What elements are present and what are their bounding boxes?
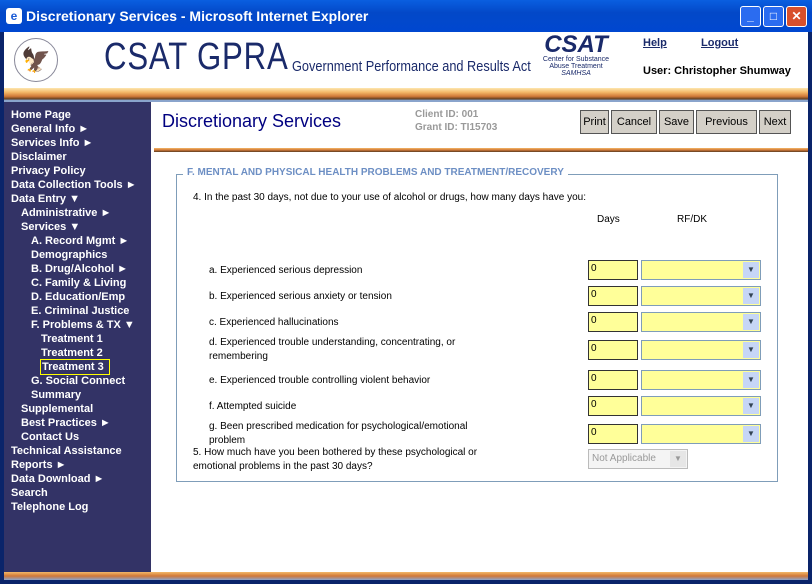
sidebar-item[interactable]: E. Criminal Justice <box>31 305 130 317</box>
sidebar-item[interactable]: Home Page <box>11 109 71 121</box>
sidebar-item[interactable]: Administrative ► <box>21 207 112 219</box>
question-item-label: b. Experienced serious anxiety or tension <box>209 291 392 302</box>
sidebar-item[interactable]: Privacy Policy <box>11 165 86 177</box>
maximize-button[interactable]: □ <box>763 6 784 27</box>
rfdk-select[interactable] <box>641 312 761 332</box>
rfdk-header: RF/DK <box>677 214 707 225</box>
question-5: 5. How much have you been bothered by these psychological or emotional problems in the past 30 days? <box>193 447 478 472</box>
rfdk-select[interactable] <box>641 260 761 280</box>
save-button[interactable]: Save <box>659 110 694 134</box>
user-name: User: Christopher Shumway <box>643 65 791 77</box>
days-input[interactable]: 0 <box>588 286 638 306</box>
chevron-down-icon: ▼ <box>743 426 759 442</box>
minimize-button[interactable]: _ <box>740 6 761 27</box>
sidebar-item[interactable]: Treatment 1 <box>41 333 103 345</box>
chevron-down-icon: ▼ <box>670 451 686 467</box>
chevron-down-icon: ▼ <box>743 314 759 330</box>
q5-select[interactable]: Not Applicable ▼ <box>588 449 688 469</box>
sidebar-item[interactable]: D. Education/Emp <box>31 291 126 303</box>
sidebar-item[interactable]: Treatment 3 <box>41 360 109 374</box>
header <box>4 32 808 88</box>
sidebar-item[interactable]: Services ▼ <box>21 221 81 233</box>
page-title: Discretionary Services <box>162 111 342 131</box>
sidebar-item[interactable]: Summary <box>31 389 82 401</box>
csat-logo: CSAT Center for Substance Abuse Treatment SAMHSA <box>542 31 610 77</box>
chevron-down-icon: ▼ <box>743 398 759 414</box>
rfdk-select[interactable] <box>641 340 761 360</box>
logo-text: CSAT GPRA <box>104 36 289 78</box>
sidebar-item[interactable]: F. Problems & TX ▼ <box>31 319 135 331</box>
sidebar-item[interactable]: Data Collection Tools ► <box>11 179 137 191</box>
grant-id: Grant ID: TI15703 <box>415 122 498 133</box>
sidebar-item[interactable]: Services Info ► <box>11 137 94 149</box>
previous-button[interactable]: Previous <box>696 110 757 134</box>
sidebar-item[interactable]: Telephone Log <box>11 501 89 513</box>
window-title: Discretionary Services - Microsoft Internet Explorer <box>26 8 369 24</box>
next-button[interactable]: Next <box>759 110 791 134</box>
chevron-down-icon: ▼ <box>743 262 759 278</box>
divider <box>154 148 808 152</box>
sidebar-item[interactable]: Supplemental <box>21 403 94 415</box>
days-input[interactable]: 0 <box>588 312 638 332</box>
sidebar-item[interactable]: Technical Assistance <box>11 445 122 457</box>
sidebar-nav <box>4 102 151 572</box>
question-item-label: d. Experienced trouble understanding, concentrating, or remembering <box>209 337 456 362</box>
main-content <box>151 102 808 572</box>
close-button[interactable]: ✕ <box>786 6 807 27</box>
footer-stripes <box>4 572 808 580</box>
logout-link[interactable]: Logout <box>701 37 739 49</box>
sidebar-item[interactable]: Disclaimer <box>11 151 67 163</box>
sidebar-item[interactable]: G. Social Connect <box>31 375 126 387</box>
sidebar-item[interactable]: A. Record Mgmt ► <box>31 235 130 247</box>
header-stripes <box>4 88 808 102</box>
ie-icon: e <box>6 8 22 24</box>
sidebar-item[interactable]: Treatment 2 <box>41 347 103 359</box>
sidebar-item[interactable]: Reports ► <box>11 459 67 471</box>
question-item-label: c. Experienced hallucinations <box>209 317 339 328</box>
hhs-seal-icon: 🦅 <box>14 38 58 82</box>
section-legend: F. MENTAL AND PHYSICAL HEALTH PROBLEMS AND TREATMENT/RECOVERY <box>183 167 568 178</box>
rfdk-select[interactable] <box>641 424 761 444</box>
print-button[interactable]: Print <box>580 110 609 134</box>
question-4: 4. In the past 30 days, not due to your use of alcohol or drugs, how many days have you: <box>193 192 587 203</box>
logo-subtitle: Government Performance and Results Act <box>292 58 531 75</box>
days-input[interactable]: 0 <box>588 424 638 444</box>
rfdk-select[interactable] <box>641 370 761 390</box>
question-item-label: e. Experienced trouble controlling violent behavior <box>209 375 431 386</box>
sidebar-item[interactable]: General Info ► <box>11 123 90 135</box>
help-link[interactable]: Help <box>643 37 667 49</box>
days-header: Days <box>597 214 620 225</box>
sidebar-item[interactable]: Data Download ► <box>11 473 105 485</box>
title-bar <box>0 0 812 32</box>
sidebar-item[interactable]: Search <box>11 487 48 499</box>
days-input[interactable]: 0 <box>588 340 638 360</box>
chevron-down-icon: ▼ <box>743 288 759 304</box>
cancel-button[interactable]: Cancel <box>611 110 657 134</box>
days-input[interactable]: 0 <box>588 396 638 416</box>
sidebar-item[interactable]: Demographics <box>31 249 108 261</box>
question-item-label: f. Attempted suicide <box>209 401 297 412</box>
chevron-down-icon: ▼ <box>743 342 759 358</box>
question-item-label: a. Experienced serious depression <box>209 265 363 276</box>
days-input[interactable]: 0 <box>588 370 638 390</box>
sidebar-item[interactable]: Data Entry ▼ <box>11 193 80 205</box>
question-item-label: g. Been prescribed medication for psychological/emotional problem <box>209 421 468 446</box>
days-input[interactable]: 0 <box>588 260 638 280</box>
sidebar-item[interactable]: Best Practices ► <box>21 417 111 429</box>
sidebar-item[interactable]: Contact Us <box>21 431 80 443</box>
rfdk-select[interactable] <box>641 396 761 416</box>
sidebar-item[interactable]: C. Family & Living <box>31 277 127 289</box>
chevron-down-icon: ▼ <box>743 372 759 388</box>
sidebar-item[interactable]: B. Drug/Alcohol ► <box>31 263 129 275</box>
rfdk-select[interactable] <box>641 286 761 306</box>
client-id: Client ID: 001 <box>415 109 479 120</box>
